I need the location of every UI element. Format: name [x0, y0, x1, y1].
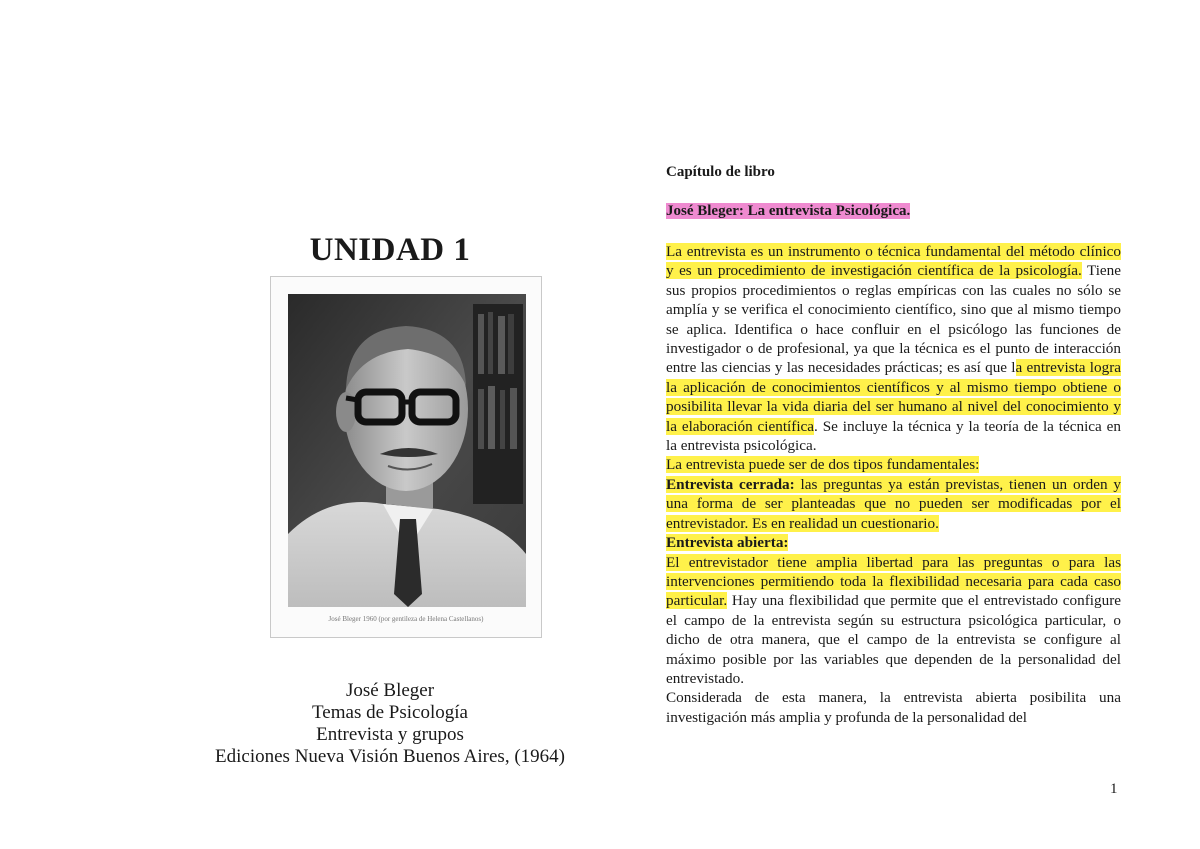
- text-1: Tiene sus propios procedimientos o reglas empíricas con las cuales no sólo se amplía y se verifica el conocimiento científico, sino que al mismo tiempo se aplica. Identifica o hace confluir en el psicólogo las funciones de investigador o de profesional, ya que la técnica es el punto de interacción entre las ciencias y las necesidades prácticas; es así que l: [666, 262, 1122, 377]
- photo-caption: José Bleger 1960 (por gentileza de Helena Castellanos): [328, 615, 484, 623]
- text-6: Considerada de esta manera, la entrevista abierta posibilita una investigación más amplia y profunda de la personalidad del: [666, 689, 1121, 726]
- open-interview-text: Hay una flexibilidad que permite que el entrevistado configure el campo de la entrevista según su estructura psicológica particular, o dicho de otra manera, que el campo de la entrevista se configure al máximo posible por las variables que dependen de la personalidad del entrevistado.: [666, 592, 1121, 687]
- article-body: [666, 242, 1121, 727]
- unit-title: UNIDAD 1: [309, 232, 471, 268]
- book-subtitle: Entrevista y grupos: [316, 724, 464, 745]
- article-title-text: José Bleger: La entrevista Psicológica.: [666, 203, 911, 219]
- paragraph-2: [666, 455, 1121, 474]
- book-author: José Bleger: [345, 680, 435, 701]
- right-page: [666, 160, 1121, 727]
- open-interview-label: Entrevista abierta:: [666, 534, 789, 552]
- highlight-types: La entrevista puede ser de dos tipos fundamentales:: [666, 456, 980, 474]
- article-title: [666, 203, 1121, 220]
- portrait-photo: [288, 294, 526, 607]
- open-interview-highlight: El entrevistador tiene amplia libertad para las preguntas o para las intervenciones permitiendo toda la flexibilidad necesaria para cada caso particular.: [666, 553, 1121, 610]
- paragraph-1: [666, 242, 1121, 455]
- closed-interview-label: Entrevista cerrada:: [666, 475, 795, 493]
- paragraph-closed-interview: [666, 475, 1121, 533]
- highlight-1: La entrevista es un instrumento o técnica fundamental del método clínico y es un procedimiento de investigación científica de la psicología.: [666, 243, 1121, 280]
- chapter-label: Capítulo de libro: [666, 164, 775, 180]
- book-publisher: Ediciones Nueva Visión Buenos Aires, (1964): [215, 746, 565, 767]
- text-2: . Se incluye la técnica y la teoría de la técnica en la entrevista psicológica.: [666, 417, 1121, 455]
- book-info: [160, 680, 620, 768]
- highlight-2: a entrevista logra la aplicación de conocimientos científicos y al mismo tiempo obtiene o posibilita llevar la vida diaria del ser humano al nivel del conocimiento y la elaboración científica: [666, 359, 1122, 435]
- book-title: Temas de Psicología: [312, 702, 468, 723]
- page-number: 1: [1110, 781, 1118, 797]
- closed-interview-text: las preguntas ya están previstas, tienen un orden y una forma de ser planteadas que no pueden ser modificadas por el entrevistador. Es en realidad un cuestionario.: [666, 475, 1121, 532]
- paragraph-open-interview-label: [666, 533, 1121, 552]
- portrait-frame: [270, 276, 542, 638]
- paragraph-open-interview: [666, 553, 1121, 689]
- paragraph-6: [666, 688, 1121, 727]
